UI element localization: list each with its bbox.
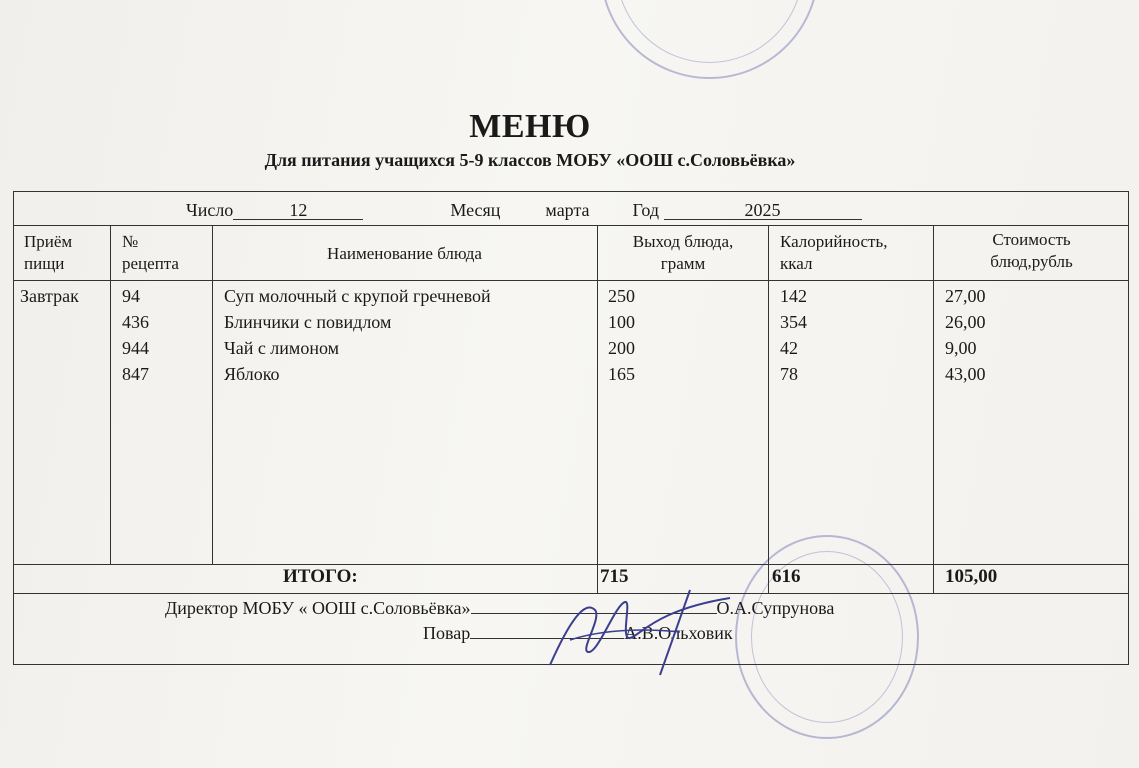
recipe-number: 94 [122, 286, 140, 306]
col-header-meal: Приём пищи [24, 232, 73, 273]
recipe-number: 436 [122, 312, 149, 332]
cook-label: Повар [423, 623, 471, 643]
month-value: марта [545, 200, 590, 220]
col-divider-3 [597, 225, 598, 593]
recipe-number: 944 [122, 338, 149, 358]
dish-yield: 165 [608, 364, 635, 384]
total-cost: 105,00 [945, 566, 998, 587]
director-label: Директор МОБУ « ООШ с.Соловьёвка» [165, 598, 471, 618]
dish-yield: 200 [608, 338, 635, 358]
cook-name: А.В.Ольховик [624, 623, 733, 643]
dish-cost: 43,00 [945, 364, 986, 384]
col-header-name: Наименование блюда [327, 244, 482, 263]
recipe-number: 847 [122, 364, 149, 384]
divider-body-row [13, 564, 1129, 565]
dish-name: Блинчики с повидлом [224, 312, 392, 332]
dish-name: Чай с лимоном [224, 338, 339, 358]
total-label: ИТОГО: [283, 566, 358, 587]
col-header-cost: Стоимость блюд,рубль [990, 230, 1073, 271]
col-divider-5 [933, 225, 934, 593]
col-header-kcal: Калорийность, ккал [780, 232, 888, 273]
dish-cost: 9,00 [945, 338, 977, 358]
dish-cost: 27,00 [945, 286, 986, 306]
dish-name: Яблоко [224, 364, 280, 384]
dish-yield: 250 [608, 286, 635, 306]
document-subtitle: Для питания учащихся 5-9 классов МОБУ «ООШ с.Соловьёвка» [264, 150, 796, 170]
meal-type: Завтрак [20, 286, 79, 306]
month-label: Месяц [450, 200, 501, 220]
date-line [186, 200, 862, 221]
col-header-yield: Выход блюда, грамм [632, 232, 734, 273]
divider-header-row [13, 280, 1129, 281]
day-value: 12 [233, 201, 363, 220]
total-kcal: 616 [772, 566, 801, 587]
year-value: 2025 [664, 201, 862, 220]
dish-kcal: 142 [780, 286, 807, 306]
dish-kcal: 42 [780, 338, 798, 358]
total-yield: 715 [600, 566, 629, 587]
dish-kcal: 78 [780, 364, 798, 384]
col-header-recipe: № рецепта [122, 232, 179, 273]
dish-kcal: 354 [780, 312, 807, 332]
year-label: Год [632, 200, 659, 220]
dish-name: Суп молочный с крупой гречневой [224, 286, 491, 306]
day-label: Число [186, 200, 234, 220]
dish-cost: 26,00 [945, 312, 986, 332]
director-name: О.А.Супрунова [716, 598, 835, 618]
col-divider-1 [110, 225, 111, 564]
col-divider-2 [212, 225, 213, 564]
divider-date-row [13, 225, 1129, 226]
handwritten-signature [540, 580, 740, 680]
dish-yield: 100 [608, 312, 635, 332]
col-divider-4 [768, 225, 769, 593]
document-title: МЕНЮ [469, 108, 591, 145]
